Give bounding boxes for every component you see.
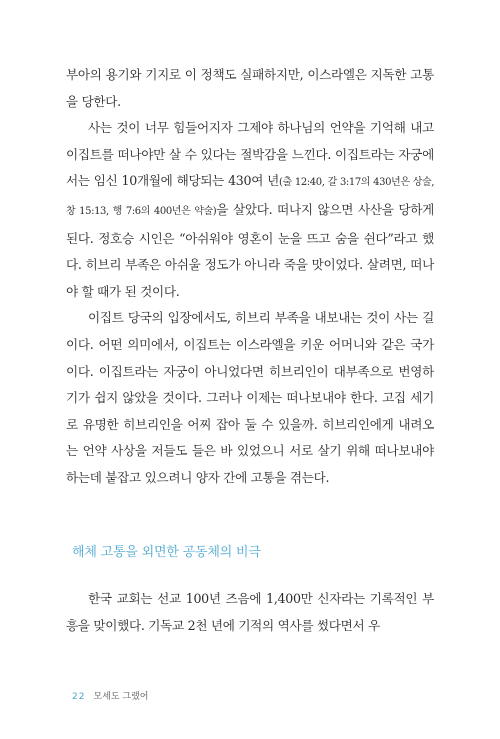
paragraph-2-part-b: 을 살았다. 떠나지 않으면 사산을 당하게 된다. 정호승 시인은 “아쉬워야 영혼이 눈을 뜨고 숨을 쉰다”라고 했다. 히브리 부족은 아쉬울 정도가 아니라 죽을 맛이었다. 살려면, 떠나야 할 때가 된 것이다. [66,201,434,299]
body-text-section-2 [66,586,434,639]
paragraph-2 [66,115,434,305]
paragraph-4: 한국 교회는 선교 100년 즈음에 1,400만 신자라는 기록적인 부흥을 맞이했다. 기독교 2천 년에 기적의 역사를 썼다면서 우 [66,591,434,633]
body-text-section-1 [66,62,434,492]
section-heading: 해체 고통을 외면한 공동체의 비극 [72,545,261,560]
book-title: 모세도 그랬어 [93,692,149,702]
page-footer [72,689,148,702]
paragraph-3: 이집트 당국의 입장에서도, 히브리 부족을 내보내는 것이 사는 길이다. 어떤 의미에서, 이집트는 이스라엘을 키운 어머니와 같은 국가이다. 이집트라는 자궁이 아니었다면 히브리인이 대부족으로 번영하기가 쉽지 않았을 것이다. 그러나 이제는 떠나보내야 한다. 고집 세기로 유명한 히브리인을 어찌 잡아 둘 수 있을까. 히브리인에게 내려오는 언약 사상을 저들도 들은 바 있었으니 서로 살기 위해 떠나보내야 하는데 붙잡고 있으려니 양자 간에 고통을 겪는다. [66,310,434,485]
paragraph-1: 부아의 용기와 기지로 이 정책도 실패하지만, 이스라엘은 지독한 고통을 당한다. [66,67,434,109]
paragraph-2-note: (출 12:40, 갈 3:17의 430년은 상술, 창 15:13, 행 7:6의 400년은 약술) [66,177,434,217]
paragraph-2-part-a: 사는 것이 너무 힘들어지자 그제야 하나님의 언약을 기억해 내고 이집트를 떠나야만 살 수 있다는 절박감을 느낀다. 이집트라는 자궁에서는 임신 10개월에 해당되는 430여 년 [66,120,434,189]
page-number: 22 [72,692,86,702]
